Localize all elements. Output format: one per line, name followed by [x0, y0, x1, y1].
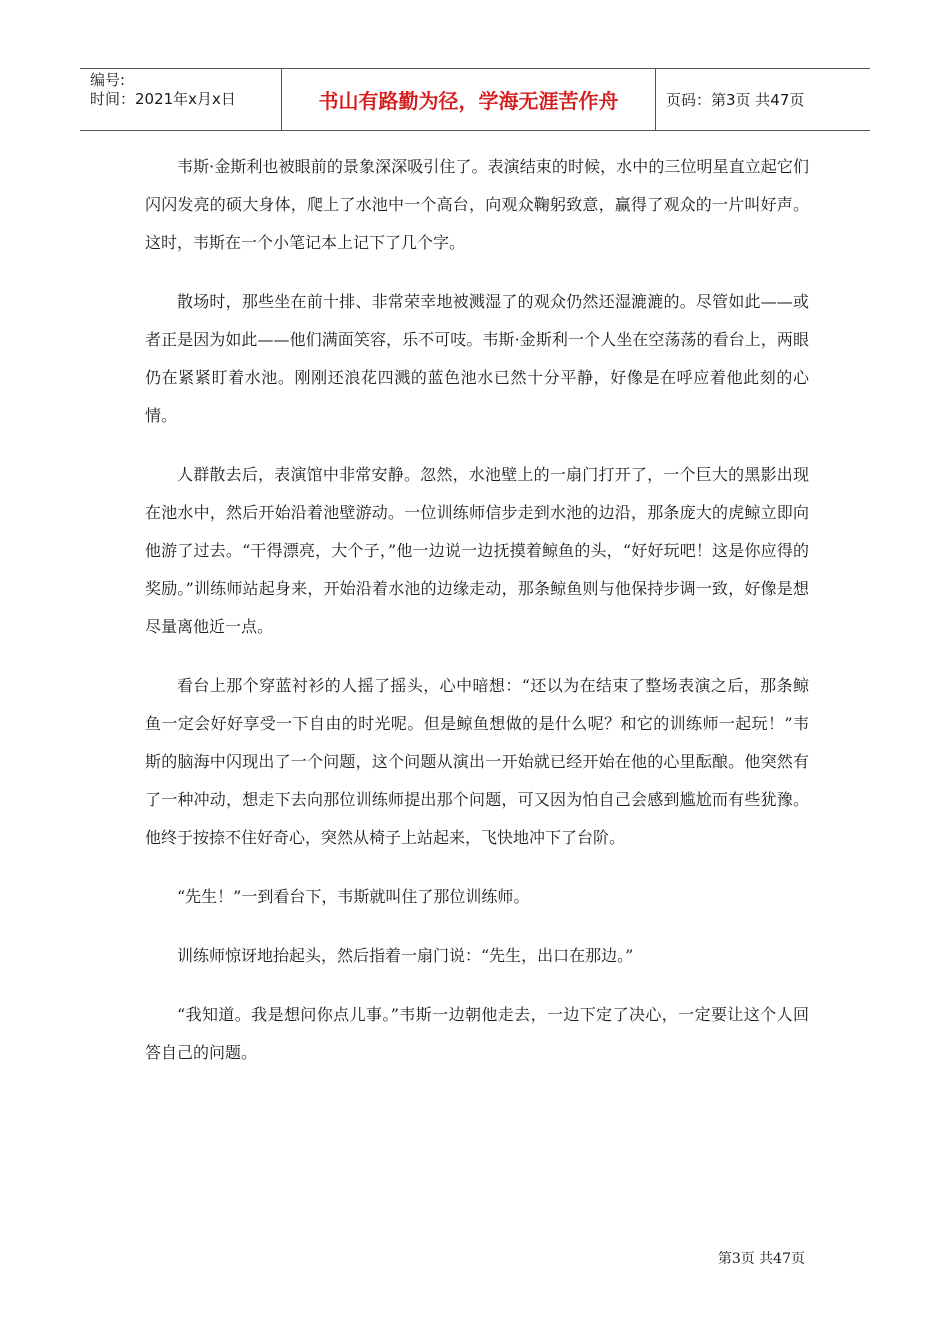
document-time: 时间：2021年x月x日	[90, 90, 236, 108]
header-page-info: 页码：第3页 共47页	[666, 91, 805, 109]
paragraph: 散场时，那些坐在前十排、非常荣幸地被溅湿了的观众仍然还湿漉漉的。尽管如此——或者正是因为如此——他们满面笑容，乐不可吱。韦斯·金斯利一个人坐在空荡荡的看台上，两眼仍在紧紧盯着水池。刚刚还浪花四溅的蓝色池水已然十分平静，好像是在呼应着他此刻的心情。	[145, 292, 809, 425]
paragraph: “先生！”一到看台下，韦斯就叫住了那位训练师。	[177, 887, 530, 906]
header-meta	[80, 69, 282, 130]
paragraph: 韦斯·金斯利也被眼前的景象深深吸引住了。表演结束的时候，水中的三位明星直立起它们闪闪发亮的硕大身体，爬上了水池中一个高台，向观众鞠躬致意，赢得了观众的一片叫好声。这时，韦斯在一个小笔记本上记下了几个字。	[145, 157, 809, 252]
paragraph: 看台上那个穿蓝衬衫的人摇了摇头，心中暗想：“还以为在结束了整场表演之后，那条鲸鱼一定会好好享受一下自由的时光呢。但是鲸鱼想做的是什么呢？和它的训练师一起玩！”韦斯的脑海中闪现出了一个问题，这个问题从演出一开始就已经开始在他的心里酝酿。他突然有了一种冲动，想走下去向那位训练师提出那个问题，可又因为怕自己会感到尴尬而有些犹豫。他终于按捺不住好奇心，突然从椅子上站起来，飞快地冲下了台阶。	[145, 676, 809, 847]
paragraph: “我知道。我是想问你点儿事。”韦斯一边朝他走去，一边下定了决心，一定要让这个人回答自己的问题。	[145, 1005, 809, 1062]
paragraph: 训练师惊讶地抬起头，然后指着一扇门说：“先生，出口在那边。”	[177, 946, 634, 965]
paragraph: 人群散去后，表演馆中非常安静。忽然，水池壁上的一扇门打开了，一个巨大的黑影出现在池水中，然后开始沿着池壁游动。一位训练师信步走到水池的边沿，那条庞大的虎鲸立即向他游了过去。“干得漂亮，大个子，”他一边说一边抚摸着鲸鱼的头，“好好玩吧！这是你应得的奖励。”训练师站起身来，开始沿着水池的边缘走动，那条鲸鱼则与他保持步调一致，好像是想尽量离他近一点。	[145, 465, 809, 636]
footer-page-number: 第3页 共47页	[717, 1251, 805, 1267]
document-body	[145, 148, 809, 1093]
document-header	[80, 68, 870, 131]
document-number-label: 编号:	[90, 71, 126, 89]
header-motto: 书山有路勤为径，学海无涯苦作舟	[282, 69, 656, 130]
